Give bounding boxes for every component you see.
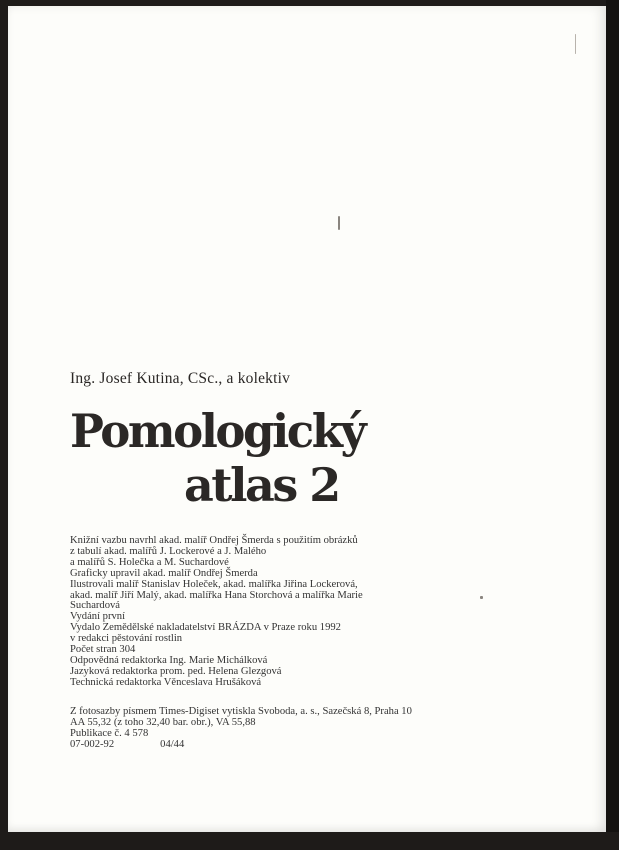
imprint-line: Technická redaktorka Věnceslava Hrušáková [70,676,262,688]
book-spine-edge [606,0,619,850]
imprint-block [70,536,430,689]
imprint-line: Jazyková redaktorka prom. ped. Helena Glezgová [70,665,282,677]
imprint-line: z tabulí akad. malířů J. Lockerové a J. Malého [70,545,267,557]
book-page [8,6,609,832]
paper-speck [480,596,483,599]
imprint-line: Počet stran 304 [70,644,136,656]
imprint-line: Suchardová [70,600,121,612]
imprint-line: v redakci pěstování rostlin [70,633,183,645]
paper-speck [338,216,340,230]
paper-speck [575,34,576,54]
printing-line: Publikace č. 4 578 [70,727,149,739]
publication-code: 07-002-92 [70,738,115,750]
imprint-line: a malířů S. Holečka a M. Suchardové [70,556,229,568]
printing-line: Z fotosazby písmem Times-Digiset vytiskla Svoboda, a. s., Sazečská 8, Praha 10 [70,706,412,717]
page-bottom-edge [0,832,619,850]
imprint-line: Vydání první [70,611,126,623]
printing-line: AA 55,32 (z toho 32,40 bar. obr.), VA 55,88 [70,716,256,728]
imprint-line: Graficky upravil akad. malíř Ondřej Šmerda [70,567,258,579]
imprint-line: Odpovědná redaktorka Ing. Marie Michálková [70,654,268,666]
imprint-line: Ilustrovali malíř Stanislav Holeček, akad. malířka Jiřina Lockerová, [70,578,358,590]
printing-block [70,707,430,751]
imprint-line: Knižní vazbu navrhl akad. malíř Ondřej Šmerda s použitím obrázků [70,535,358,546]
imprint-line: Vydalo Zemědělské nakladatelství BRÁZDA v Praze roku 1992 [70,622,341,634]
code-row [70,740,430,751]
book-title-line-1: Pomologický [70,404,365,458]
author-line: Ing. Josef Kutina, CSc., a kolektiv [70,370,291,387]
book-title-line-2: atlas 2 [184,458,339,512]
secondary-code: 04/44 [160,738,185,750]
imprint-line: akad. malíř Jiří Malý, akad. malířka Hana Storchová a malířka Marie [70,589,363,601]
